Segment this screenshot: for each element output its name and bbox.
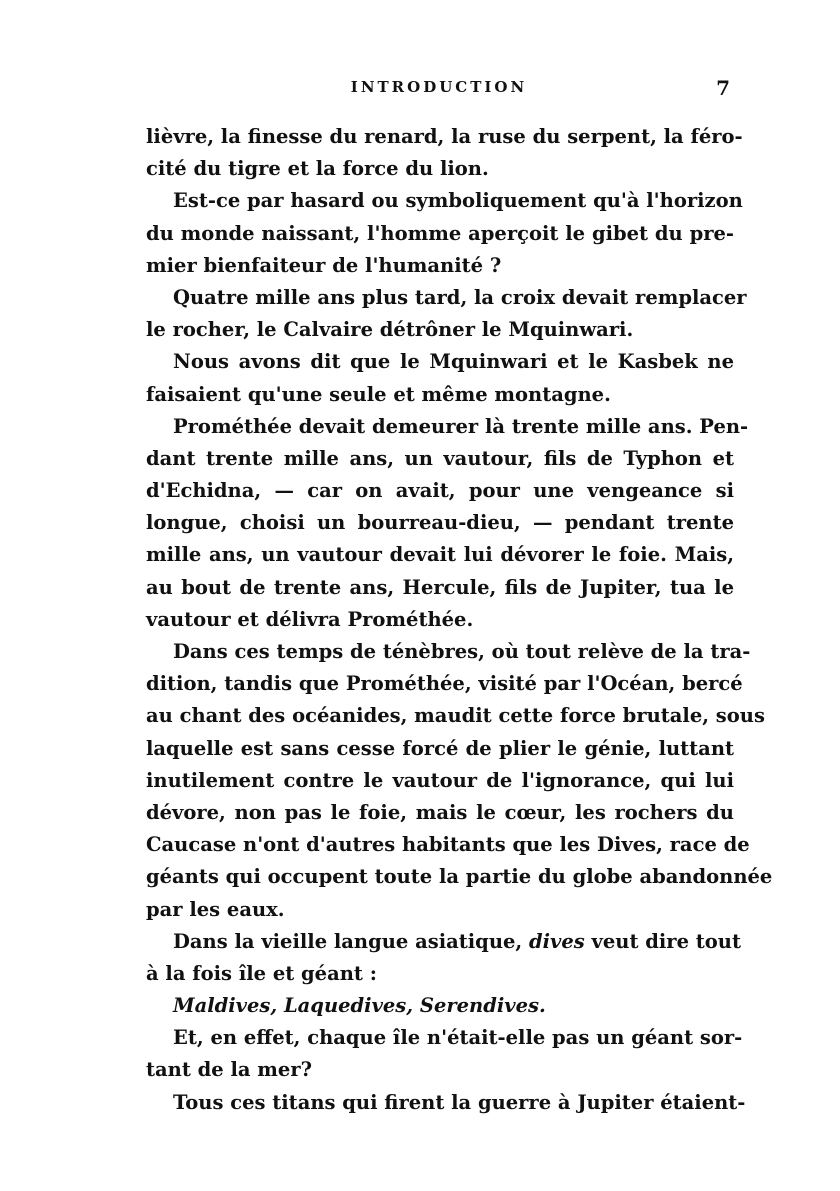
text-line: par les eaux. <box>146 897 285 921</box>
text-line: dant trente mille ans, un vautour, fils de Typhon et <box>146 446 734 470</box>
text-line: Nous avons dit que le Mquinwari et le Kasbek ne <box>173 350 734 374</box>
text-line: faisaient qu'une seule et même montagne. <box>146 382 611 406</box>
text-line: dévore, non pas le foie, mais le cœur, les rochers du <box>146 800 734 824</box>
text-line: Prométhée devait demeurer là trente mille ans. Pen- <box>173 414 749 438</box>
text-line: mille ans, un vautour devait lui dévorer le foie. Mais, <box>146 543 734 567</box>
text-line: du monde naissant, l'homme aperçoit le gibet du pre- <box>146 221 734 245</box>
italic-word: dives <box>528 929 585 953</box>
text-segment: veut dire tout <box>584 929 741 953</box>
text-line: lièvre, la finesse du renard, la ruse du serpent, la féro- <box>146 125 743 148</box>
page-number: 7 <box>716 76 730 100</box>
running-title: INTRODUCTION <box>350 78 528 96</box>
text-line: inutilement contre le vautour de l'ignorance, qui lui <box>146 768 734 792</box>
text-line: le rocher, le Calvaire détrôner le Mquinwari. <box>146 318 634 342</box>
text-line: longue, choisi un bourreau-dieu, — pendant trente <box>146 511 734 535</box>
italic-line: Maldives, Laquedives, Serendives. <box>173 994 546 1018</box>
text-line: dition, tandis que Prométhée, visité par l'Océan, bercé <box>146 672 743 696</box>
running-header <box>148 78 730 108</box>
text-line: au bout de trente ans, Hercule, fils de Jupiter, tua le <box>146 575 734 599</box>
text-line: géants qui occupent toute la partie du globe abandonnée <box>146 865 773 889</box>
text-line: Dans ces temps de ténèbres, où tout relève de la tra- <box>173 640 751 663</box>
text-line: Quatre mille ans plus tard, la croix devait remplacer <box>173 285 747 309</box>
text-line: Et, en effet, chaque île n'était-elle pas un géant sor- <box>173 1026 743 1050</box>
text-line: à la fois île et géant : <box>146 961 377 985</box>
text-line: au chant des océanides, maudit cette force brutale, sous <box>146 704 765 728</box>
text-line: cité du tigre et la force du lion. <box>146 157 489 181</box>
body-text <box>146 121 773 1119</box>
text-line: vautour et délivra Prométhée. <box>146 607 474 631</box>
text-line: Caucase n'ont d'autres habitants que les Dives, race de <box>146 833 750 857</box>
text-line: mier bienfaiteur de l'humanité ? <box>146 253 502 277</box>
text-line: Est-ce par hasard ou symboliquement qu'à l'horizon <box>173 189 743 213</box>
text-line: laquelle est sans cesse forcé de plier le génie, luttant <box>146 736 734 760</box>
text-line: d'Echidna, — car on avait, pour une vengeance si <box>146 479 734 503</box>
text-segment: Dans la vieille langue asiatique, <box>173 929 529 953</box>
text-line: tant de la mer? <box>146 1058 313 1082</box>
text-line: Tous ces titans qui firent la guerre à Jupiter étaient- <box>173 1090 746 1114</box>
text-line <box>146 926 741 958</box>
